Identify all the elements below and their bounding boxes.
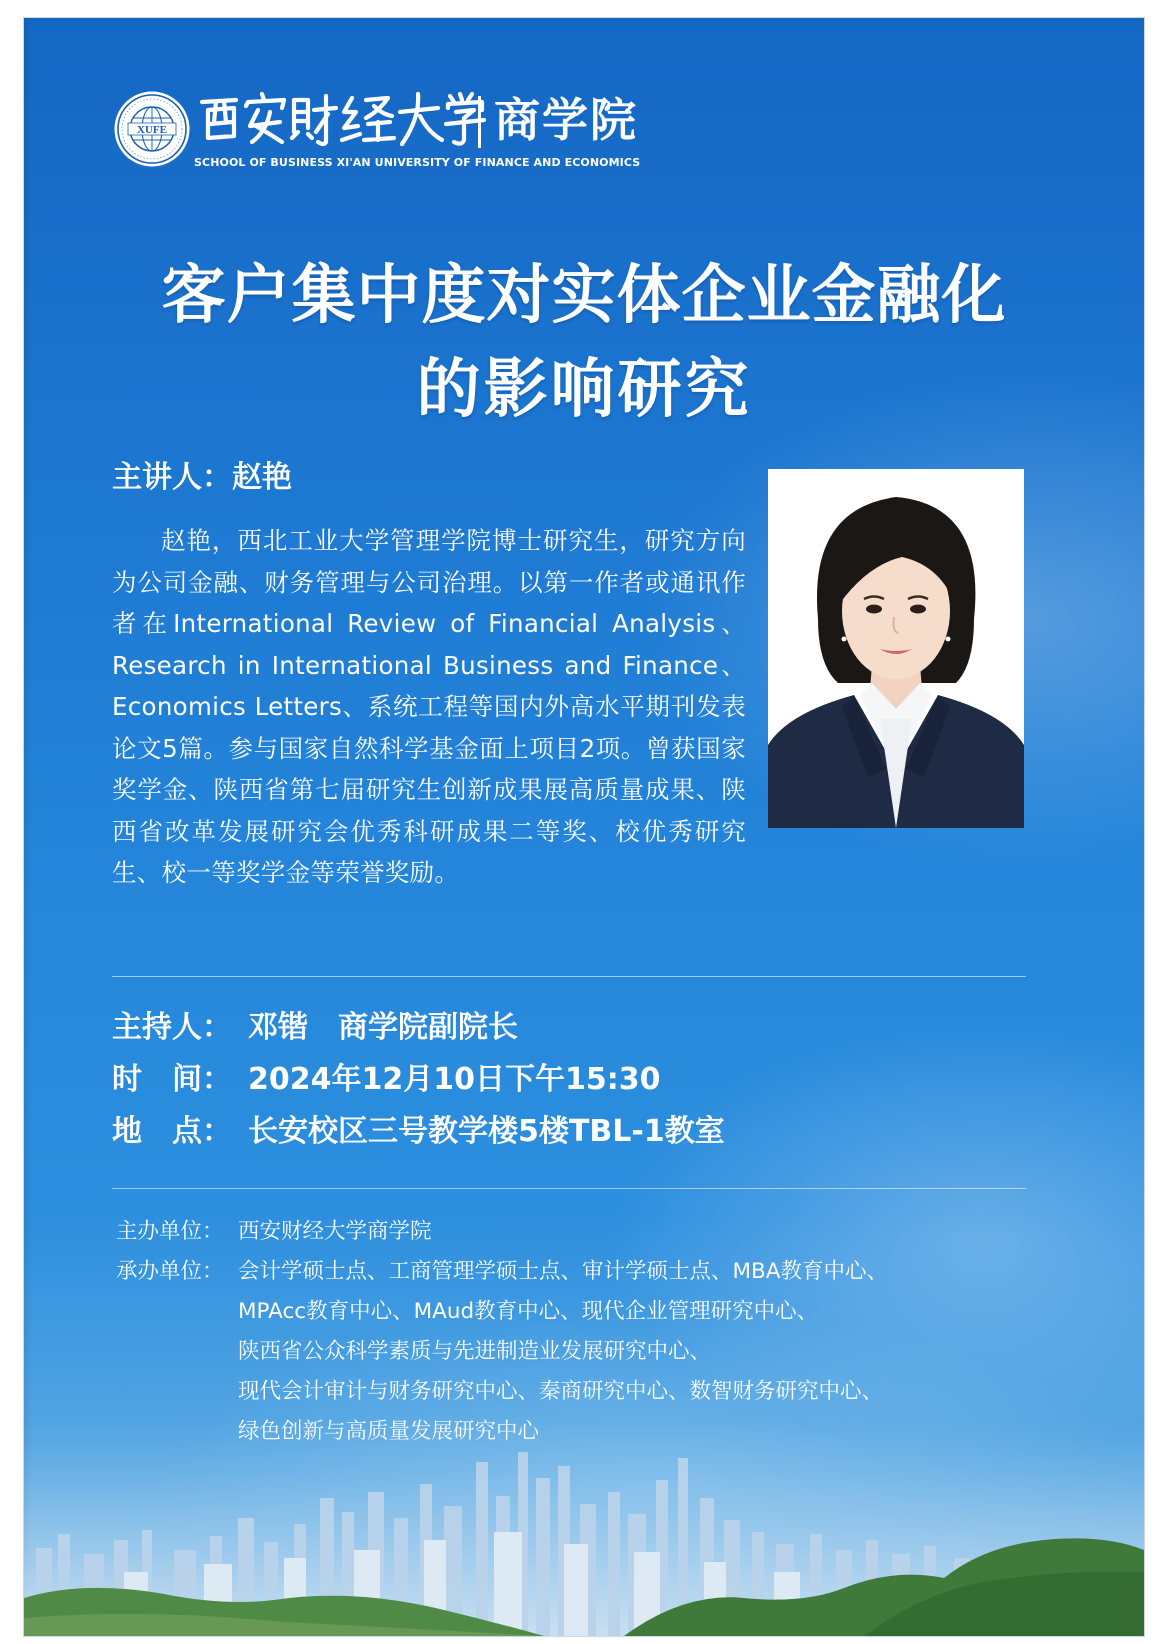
university-name-calligraphy — [196, 88, 486, 152]
co-organizer-line: 陕西省公众科学素质与先进制造业发展研究中心、 — [238, 1339, 712, 1364]
place-label: 地 点： — [112, 1114, 232, 1149]
host-label: 主持人： — [112, 1010, 232, 1045]
organizer-value: 西安财经大学商学院 — [238, 1219, 432, 1244]
section-divider-bottom — [112, 1188, 1026, 1189]
speaker-heading — [112, 458, 292, 498]
co-organizer-label: 承办单位： — [116, 1259, 224, 1284]
organizer-label: 主办单位： — [116, 1219, 224, 1244]
time-value: 2024年12月10日下午15:30 — [248, 1062, 661, 1097]
co-organizer-row — [116, 1252, 888, 1292]
section-divider-top — [112, 976, 1026, 977]
poster — [24, 18, 1144, 1636]
university-seal-icon — [113, 90, 191, 168]
place-value: 长安校区三号教学楼5楼TBL-1教室 — [248, 1114, 725, 1149]
co-organizer-line: MPAcc教育中心、MAud教育中心、现代企业管理研究中心、 — [238, 1299, 819, 1324]
logo-divider — [478, 96, 481, 148]
place-row — [112, 1112, 725, 1152]
speaker-name: 赵艳 — [232, 460, 292, 495]
seal-text: XUFE — [137, 124, 167, 136]
organizer-row — [116, 1212, 432, 1252]
time-label: 时 间： — [112, 1062, 232, 1097]
city-skyline-illustration — [24, 1422, 1144, 1636]
co-organizer-line: 现代会计审计与财务研究中心、秦商研究中心、数智财务研究中心、 — [238, 1379, 884, 1404]
lecture-title-line-1: 客户集中度对实体企业金融化 — [161, 259, 1007, 333]
co-organizer-line: 会计学硕士点、工商管理学硕士点、审计学硕士点、MBA教育中心、 — [238, 1259, 889, 1284]
speaker-portrait — [768, 469, 1024, 828]
speaker-bio: 赵艳，西北工业大学管理学院博士研究生，研究方向为公司金融、财务管理与公司治理。以第一作者或通讯作者在International Review of Financial Analysis、Research in International Business and Finance、Economics Letters、系统工程等国内外高水平期刊发表论文5篇。参与国家自然科学基金面上项目2项。曾获国家奖学金、陕西省第七届研究生创新成果展高质量成果、陕西省改革发展研究会优秀科研成果二等奖、校优秀研究生、校一等奖学金等荣誉奖励。 — [112, 526, 746, 887]
lecture-title-line-2: 的影响研究 — [416, 353, 752, 427]
host-row — [112, 1008, 518, 1048]
portrait-illustration — [768, 469, 1024, 828]
host-title: 商学院副院长 — [338, 1010, 518, 1045]
time-row — [112, 1060, 661, 1100]
speaker-label: 主讲人： — [112, 460, 232, 495]
host-name: 邓锴 — [248, 1010, 308, 1045]
school-english-name: SCHOOL OF BUSINESS XI'AN UNIVERSITY OF FINANCE AND ECONOMICS — [194, 156, 641, 169]
school-name: 商学院 — [494, 93, 638, 147]
